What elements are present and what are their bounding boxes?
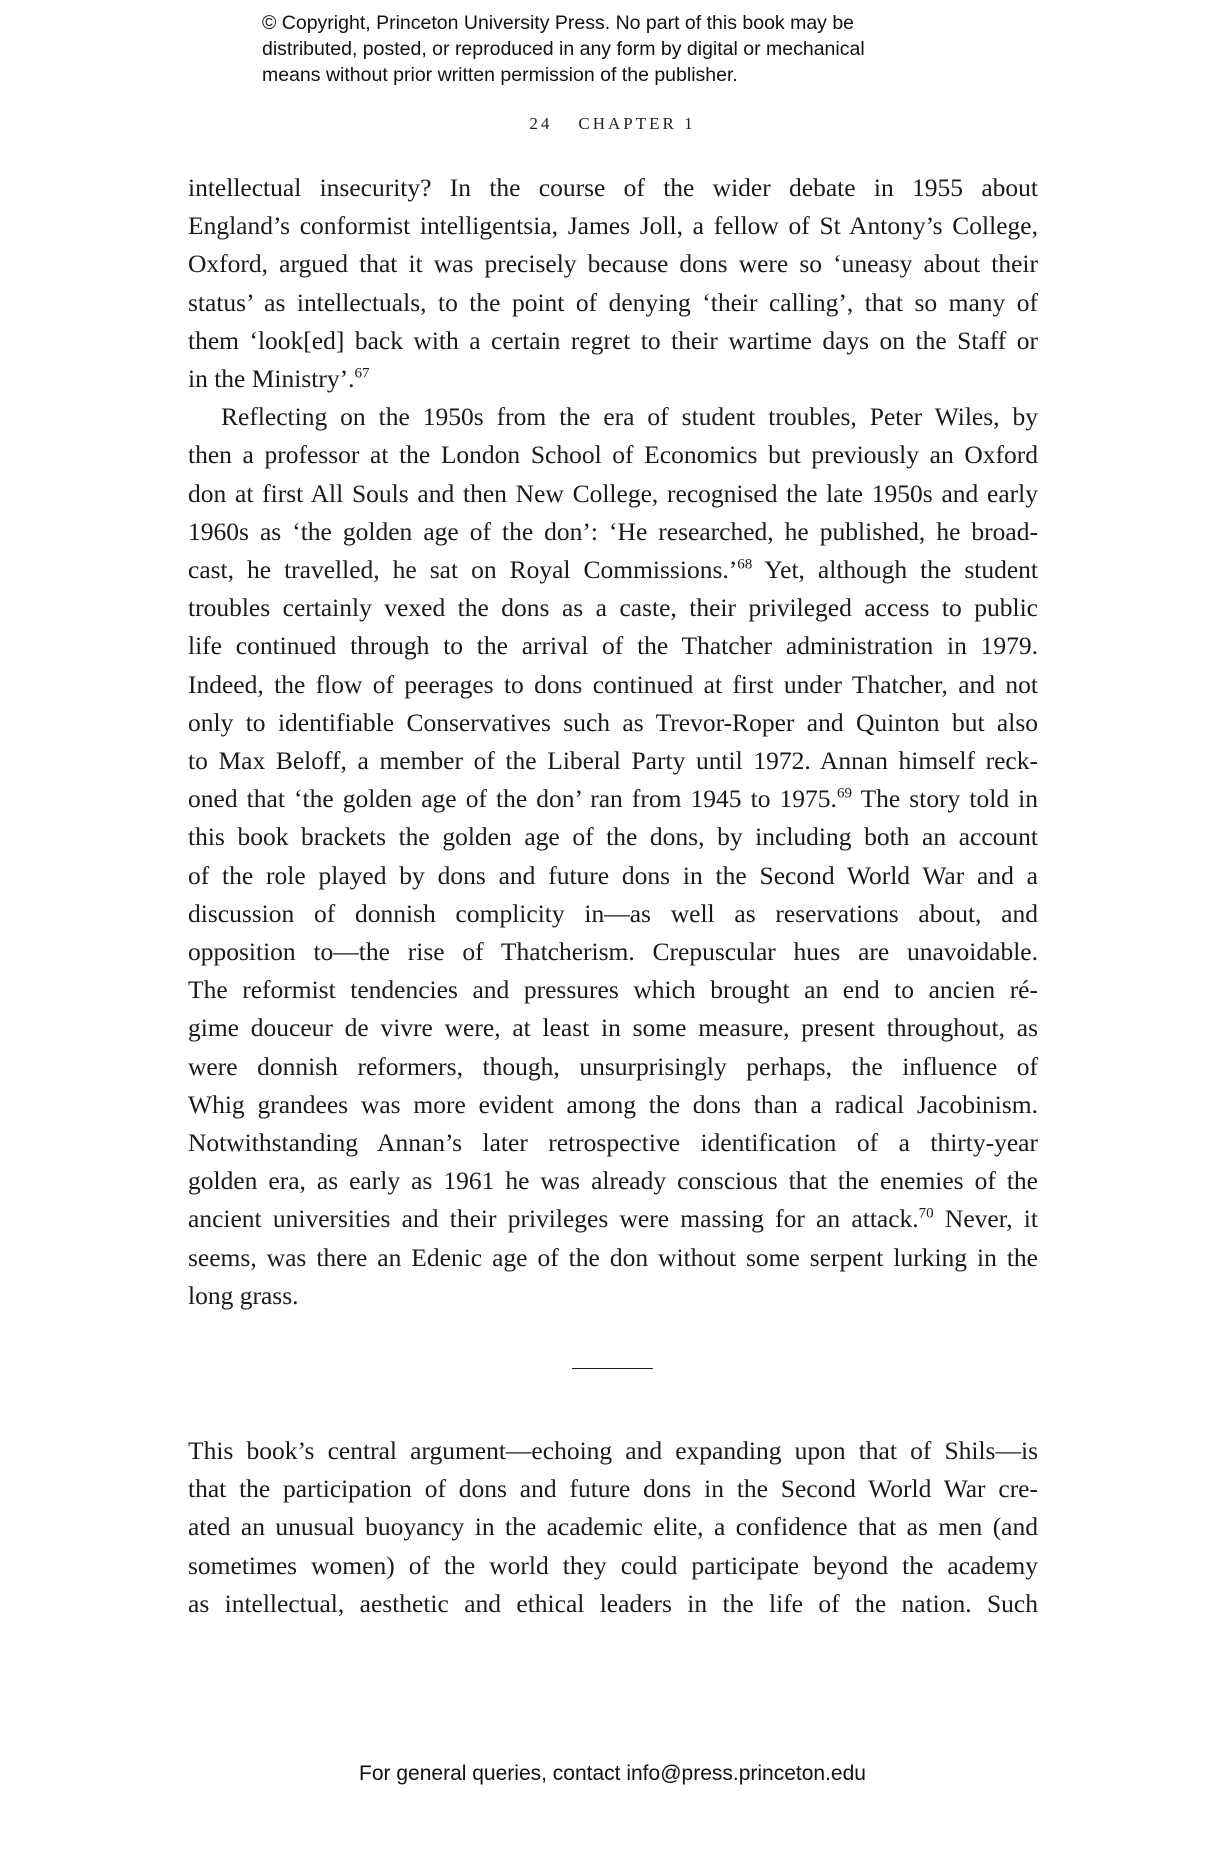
text-line: life continued through to the arrival of the Thatcher administration in 1979. bbox=[188, 631, 1038, 661]
footnote-ref-69: 69 bbox=[836, 785, 852, 802]
body-text-bottom bbox=[188, 1432, 1038, 1623]
text-fragment: The story told in bbox=[851, 784, 1038, 814]
text-line: seems, was there an Edenic age of the don without some serpent lurking in the bbox=[188, 1242, 1038, 1272]
text-line: then a professor at the London School of Economics but previously an Oxford bbox=[188, 440, 1038, 470]
text-line: Oxford, argued that it was precisely because dons were so ‘uneasy about their bbox=[188, 249, 1038, 279]
text-line: Whig grandees was more evident among the dons than a radical Jacobinism. bbox=[188, 1089, 1038, 1119]
text-fragment: Never, it bbox=[933, 1204, 1038, 1234]
text-line: sometimes women) of the world they could participate beyond the academy bbox=[188, 1550, 1038, 1580]
copyright-line: © Copyright, Princeton University Press. No part of this book may be bbox=[262, 12, 855, 34]
text-line: opposition to—the rise of Thatcherism. Crepuscular hues are unavoidable. bbox=[188, 937, 1038, 967]
text-line: The reformist tendencies and pressures which brought an end to ancien ré- bbox=[188, 975, 1038, 1005]
text-line: as intellectual, aesthetic and ethical leaders in the life of the nation. Such bbox=[188, 1588, 1038, 1618]
text-fragment: in the Ministry’. bbox=[188, 364, 355, 394]
text-fragment: ancient universities and their privileges were massing for an attack. bbox=[188, 1204, 919, 1234]
copyright-line: means without prior written permission of the publisher. bbox=[262, 64, 738, 86]
text-line: troubles certainly vexed the dons as a caste, their privileged access to public bbox=[188, 593, 1038, 623]
text-line-with-note bbox=[188, 1200, 1038, 1238]
text-line: don at first All Souls and then New College, recognised the late 1950s and early bbox=[188, 478, 1038, 508]
text-line: Reflecting on the 1950s from the era of student troubles, Peter Wiles, by bbox=[221, 402, 1038, 432]
footnote-ref-67: 67 bbox=[354, 365, 370, 382]
text-line: ated an unusual buoyancy in the academic elite, a confidence that as men (and bbox=[188, 1512, 1038, 1542]
page-number: 24 bbox=[529, 114, 553, 133]
footer-contact: For general queries, contact info@press.princeton.edu bbox=[359, 1762, 866, 1785]
copyright-line: distributed, posted, or reproduced in any form by digital or mechanical bbox=[262, 38, 865, 60]
text-line: Notwithstanding Annan’s later retrospective identification of a thirty-year bbox=[188, 1128, 1038, 1158]
text-line-last bbox=[188, 360, 1038, 398]
running-head bbox=[0, 114, 1225, 134]
text-fragment: oned that ‘the golden age of the don’ ran from 1945 to 1975. bbox=[188, 784, 837, 814]
footnote-ref-68: 68 bbox=[737, 556, 753, 573]
text-line: Indeed, the flow of peerages to dons continued at first under Thatcher, and not bbox=[188, 669, 1038, 699]
text-line: this book brackets the golden age of the dons, by including both an account bbox=[188, 822, 1038, 852]
paragraph-2 bbox=[188, 398, 1038, 1315]
section-break-rule bbox=[572, 1368, 653, 1369]
text-line: 1960s as ‘the golden age of the don’: ‘He researched, he published, he broad- bbox=[188, 516, 1038, 546]
text-line: status’ as intellectuals, to the point of denying ‘their calling’, that so many of bbox=[188, 287, 1038, 317]
text-line: golden era, as early as 1961 he was already conscious that the enemies of the bbox=[188, 1166, 1038, 1196]
chapter-label: CHAPTER 1 bbox=[578, 114, 696, 133]
paragraph-3 bbox=[188, 1432, 1038, 1623]
text-line: that the participation of dons and future dons in the Second World War cre- bbox=[188, 1474, 1038, 1504]
text-line: England’s conformist intelligentsia, James Joll, a fellow of St Antony’s College, bbox=[188, 211, 1038, 241]
copyright-notice bbox=[262, 10, 982, 88]
text-line: them ‘look[ed] back with a certain regret to their wartime days on the Staff or bbox=[188, 325, 1038, 355]
text-line: discussion of donnish complicity in—as well as reservations about, and bbox=[188, 898, 1038, 928]
text-line: gime douceur de vivre were, at least in some measure, present throughout, as bbox=[188, 1013, 1038, 1043]
text-fragment: cast, he travelled, he sat on Royal Commissions.’ bbox=[188, 555, 738, 585]
footnote-ref-70: 70 bbox=[918, 1205, 934, 1222]
text-line: of the role played by dons and future dons in the Second World War and a bbox=[188, 860, 1038, 890]
text-line-with-note bbox=[188, 551, 1038, 589]
text-line: to Max Beloff, a member of the Liberal Party until 1972. Annan himself reck- bbox=[188, 746, 1038, 776]
paragraph-1 bbox=[188, 169, 1038, 398]
text-fragment: Yet, although the student bbox=[752, 555, 1038, 585]
text-line: only to identifiable Conservatives such as Trevor-Roper and Quinton but also bbox=[188, 707, 1038, 737]
text-line: This book’s central argument—echoing and expanding upon that of Shils—is bbox=[188, 1436, 1038, 1465]
text-line-last: long grass. bbox=[188, 1280, 299, 1310]
text-line: intellectual insecurity? In the course of the wider debate in 1955 about bbox=[188, 173, 1038, 202]
text-line-with-note bbox=[188, 780, 1038, 818]
body-text-top bbox=[188, 169, 1038, 1315]
text-line: were donnish reformers, though, unsurprisingly perhaps, the influence of bbox=[188, 1051, 1038, 1081]
